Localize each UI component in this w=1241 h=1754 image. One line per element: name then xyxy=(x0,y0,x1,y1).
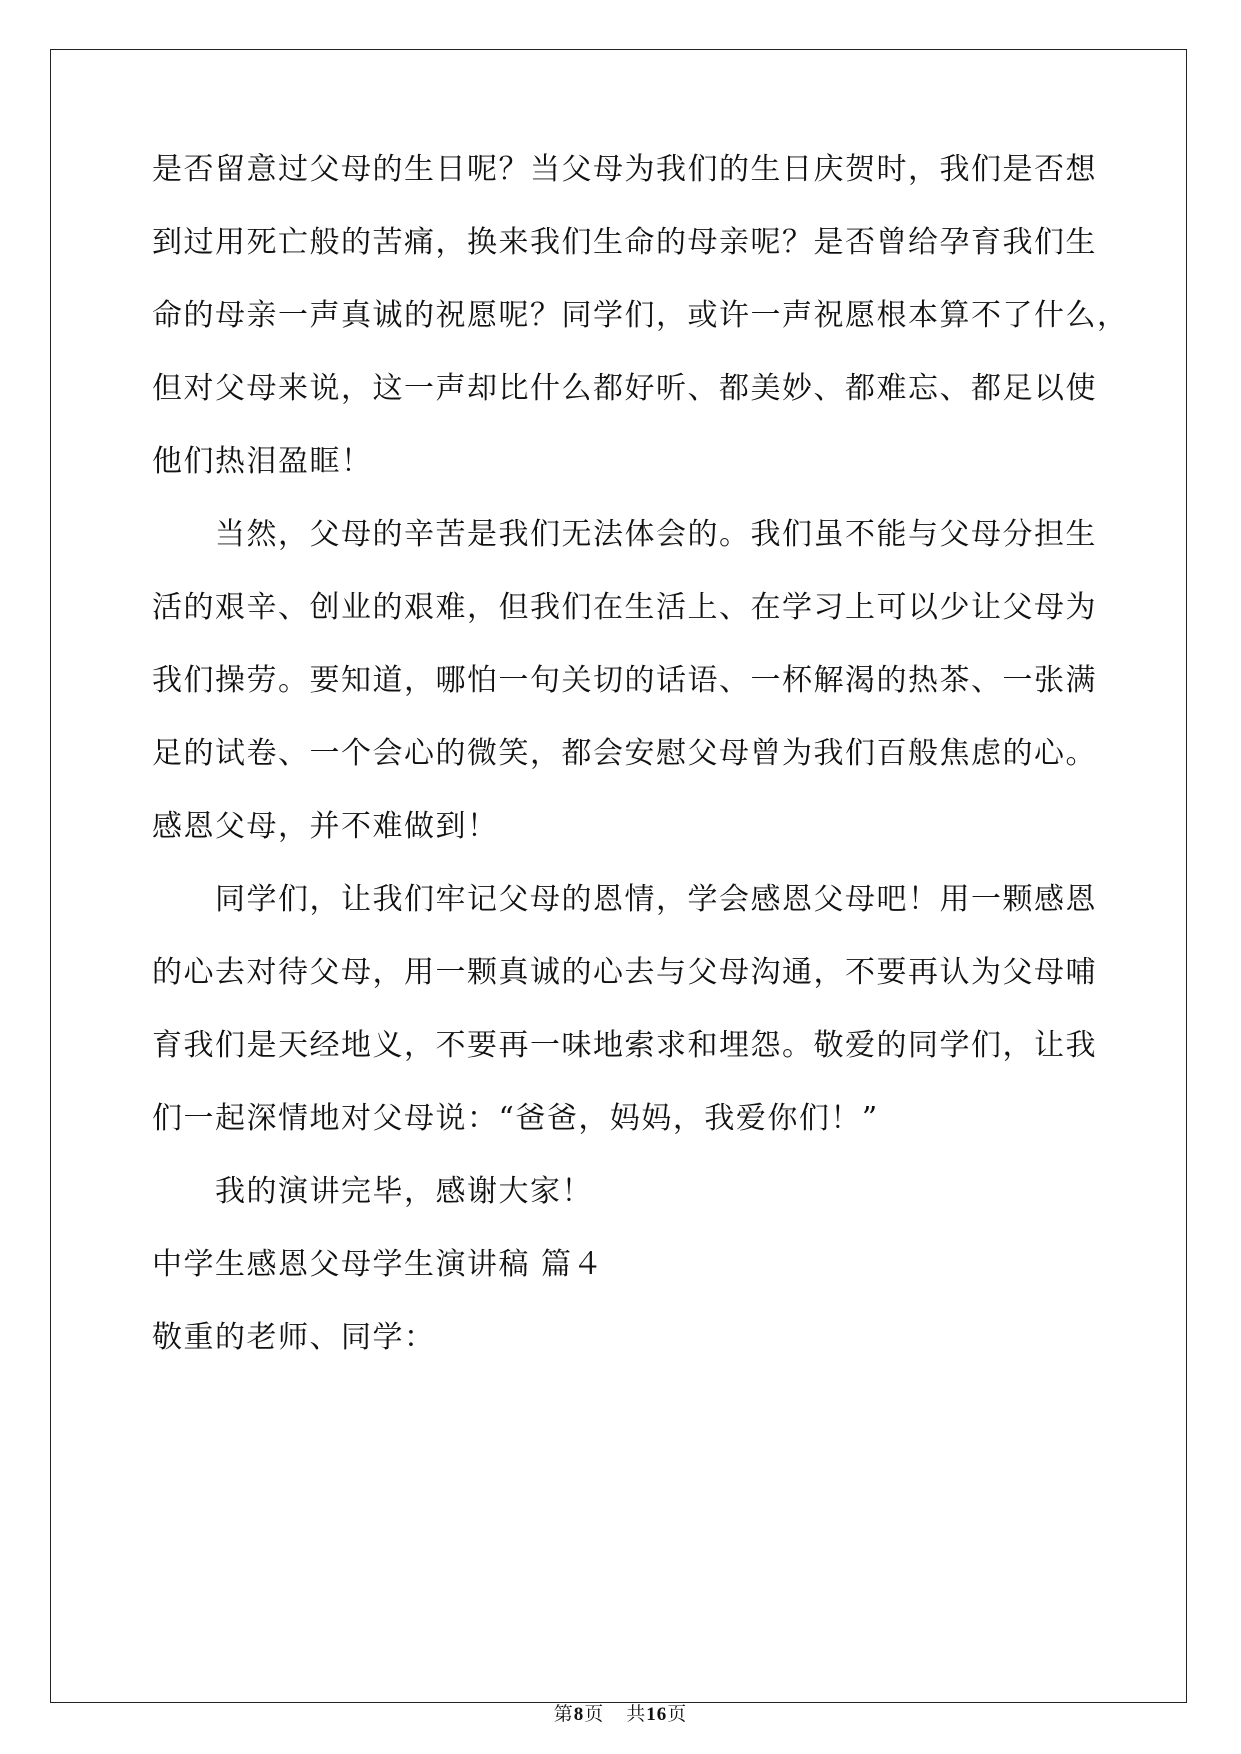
salutation: 敬重的老师、同学： xyxy=(152,1320,436,1355)
paragraph-line: 足的试卷、一个会心的微笑，都会安慰父母曾为我们百般焦虑的心。 xyxy=(152,736,1097,771)
paragraph-line: 的心去对待父母，用一颗真诚的心去与父母沟通，不要再认为父母哺 xyxy=(152,955,1097,990)
closing-line: 我的演讲完毕，感谢大家！ xyxy=(215,1174,593,1209)
paragraph-line: 命的母亲一声真诚的祝愿呢？同学们，或许一声祝愿根本算不了什么， xyxy=(152,298,1129,333)
paragraph-line: 活的艰辛、创业的艰难，但我们在生活上、在学习上可以少让父母为 xyxy=(152,590,1097,625)
paragraph-line: 是否留意过父母的生日呢？当父母为我们的生日庆贺时，我们是否想 xyxy=(152,152,1097,187)
total-prefix: 共 xyxy=(626,1703,647,1725)
paragraph-line: 们一起深情地对父母说：“爸爸，妈妈，我爱你们！” xyxy=(152,1101,879,1136)
paragraph-line: 我们操劳。要知道，哪怕一句关切的话语、一杯解渴的热茶、一张满 xyxy=(152,663,1097,698)
paragraph-line: 到过用死亡般的苦痛，换来我们生命的母亲呢？是否曾给孕育我们生 xyxy=(152,225,1097,260)
total-suffix: 页 xyxy=(667,1703,688,1725)
page-prefix: 第 xyxy=(553,1703,574,1725)
paragraph-line: 但对父母来说，这一声却比什么都好听、都美妙、都难忘、都足以使 xyxy=(152,371,1097,406)
paragraph-line: 同学们，让我们牢记父母的恩情，学会感恩父母吧！用一颗感恩 xyxy=(215,882,1097,917)
page-total: 16 xyxy=(646,1704,668,1725)
paragraph-line: 感恩父母，并不难做到！ xyxy=(152,809,499,844)
paragraph-line: 他们热泪盈眶！ xyxy=(152,444,373,479)
paragraph-line: 当然，父母的辛苦是我们无法体会的。我们虽不能与父母分担生 xyxy=(215,517,1097,552)
page-footer xyxy=(0,1702,1241,1727)
section-heading: 中学生感恩父母学生演讲稿 篇４ xyxy=(152,1247,605,1282)
page-current: 8 xyxy=(573,1704,585,1725)
paragraph-line: 育我们是天经地义，不要再一味地索求和埋怨。敬爱的同学们，让我 xyxy=(152,1028,1097,1063)
page-suffix: 页 xyxy=(584,1703,605,1725)
